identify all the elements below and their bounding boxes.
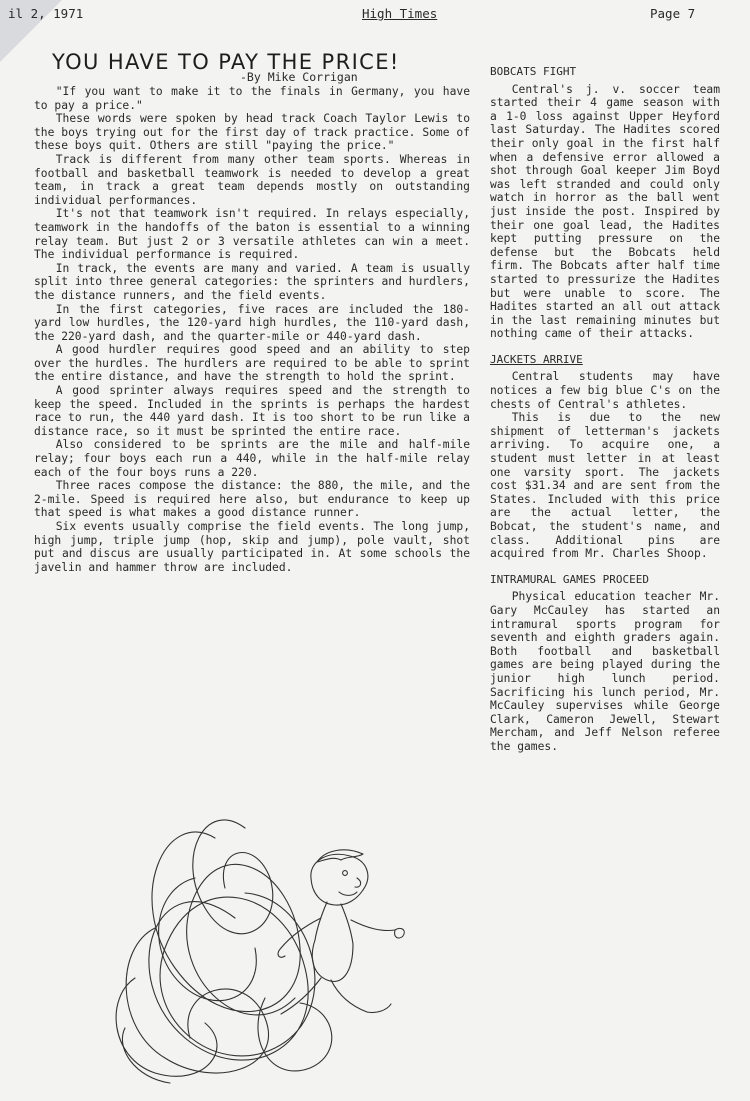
article-byline: -By Mike Corrigan <box>240 70 358 84</box>
article-paragraph: It's not that teamwork isn't required. In relays especially, teamwork in the handoffs of the baton is essential to a winning relay team. But just 2 or 3 versatile athletes can win a meet. The individual performance is required. <box>34 207 470 262</box>
article-paragraph: A good sprinter always requires speed and the strength to keep the speed. Included in the sprints is perhaps the hardest race to run, the 440 yard dash. It is too short to be run like a distance race, so it must be sprinted the entire race. <box>34 384 470 438</box>
story-paragraph: Central's j. v. soccer team started their 4 game season with a 1-0 loss against Upper Heyford last Saturday. The Hadites scored their only goal in the first half when a defensive error allowed a shot through Goal keeper Jim Boyd was left stranded and could only watch in horror as the ball went just inside the post. Inspired by their one goal lead, the Hadites kept putting pressure on the defense but the Bobcats held firm. The Bobcats after half time started to pressurize the Hadites but were unable to score. The Hadites started an all out attack in the last remaining minutes but nothing came of their attacks. <box>490 82 720 341</box>
sidebar-story <box>490 353 720 561</box>
running-athlete-sketch-icon <box>95 798 425 1090</box>
article-paragraph: These words were spoken by head track Coach Taylor Lewis to the boys trying out for the first day of track practice. Some of these boys quit. Others are still "paying the price." <box>34 112 470 153</box>
article-paragraph: Track is different from many other team sports. Whereas in football and basketball teamwork is needed to develop a great team, in track a great team depends mostly on outstanding individual performances. <box>34 152 470 207</box>
article-paragraph: Three races compose the distance: the 880, the mile, and the 2-mile. Speed is required here also, but endurance to keep up that speed is what makes a good distance runner. <box>34 479 470 520</box>
issue-date: il 2, 1971 <box>8 6 84 21</box>
story-heading: JACKETS ARRIVE <box>490 352 583 366</box>
article-paragraph: Also considered to be sprints are the mile and half-mile relay; four boys each run a 440, while in the half-mile relay each of the four boys runs a 220. <box>34 438 470 479</box>
story-heading: BOBCATS FIGHT <box>490 65 577 78</box>
sidebar-story <box>490 573 720 754</box>
article-headline: YOU HAVE TO PAY THE PRICE! <box>52 50 400 74</box>
publication-title: High Times <box>362 6 438 21</box>
article-paragraph: "If you want to make it to the finals in Germany, you have to pay a price." <box>34 85 470 112</box>
story-paragraph: Physical education teacher Mr. Gary McCauley has started an intramural sports program for seventh and eighth graders again. Both football and basketball games are being played during the junior high lunch period. Sacrificing his lunch period, Mr. McCauley supervises while George Clark, Cameron Jewell, Stewart Mercham, and Jeff Nelson referee the games. <box>490 590 720 753</box>
article-paragraph: Six events usually comprise the field events. The long jump, high jump, triple jump (hop, skip and jump), pole vault, shot put and discus are usually participated in. At some schools the javelin and hammer throw are included. <box>34 520 470 574</box>
story-heading: INTRAMURAL GAMES PROCEED <box>490 572 649 586</box>
sidebar-story <box>490 65 720 341</box>
page-number: Page 7 <box>650 6 696 21</box>
article-paragraph: A good hurdler requires good speed and an ability to step over the hurdles. The hurdlers are required to be able to sprint the entire distance, and have the strength to hold the sprint. <box>34 343 470 384</box>
main-article-body <box>34 85 470 574</box>
sports-sidebar <box>490 65 720 766</box>
article-paragraph: In the first categories, five races are included the 180-yard low hurdles, the 120-yard high hurdles, the 110-yard dash, the 220-yard dash, and the quarter-mile or 440-yard dash. <box>34 302 470 343</box>
story-paragraph: Central students may have notices a few big blue C's on the chests of Central's athletes. <box>490 370 720 411</box>
story-paragraph: This is due to the new shipment of letterman's jackets arriving. To acquire one, a student must letter in at least one varsity sport. The jackets cost $31.34 and are sent from the States. Included with this price are the actual letter, the Bobcat, the student's name, and class. Additional pins are acquired from Mr. Charles Shoop. <box>490 411 720 561</box>
article-paragraph: In track, the events are many and varied. A team is usually split into three general categories: the sprinters and hurdlers, the distance runners, and the field events. <box>34 261 470 302</box>
